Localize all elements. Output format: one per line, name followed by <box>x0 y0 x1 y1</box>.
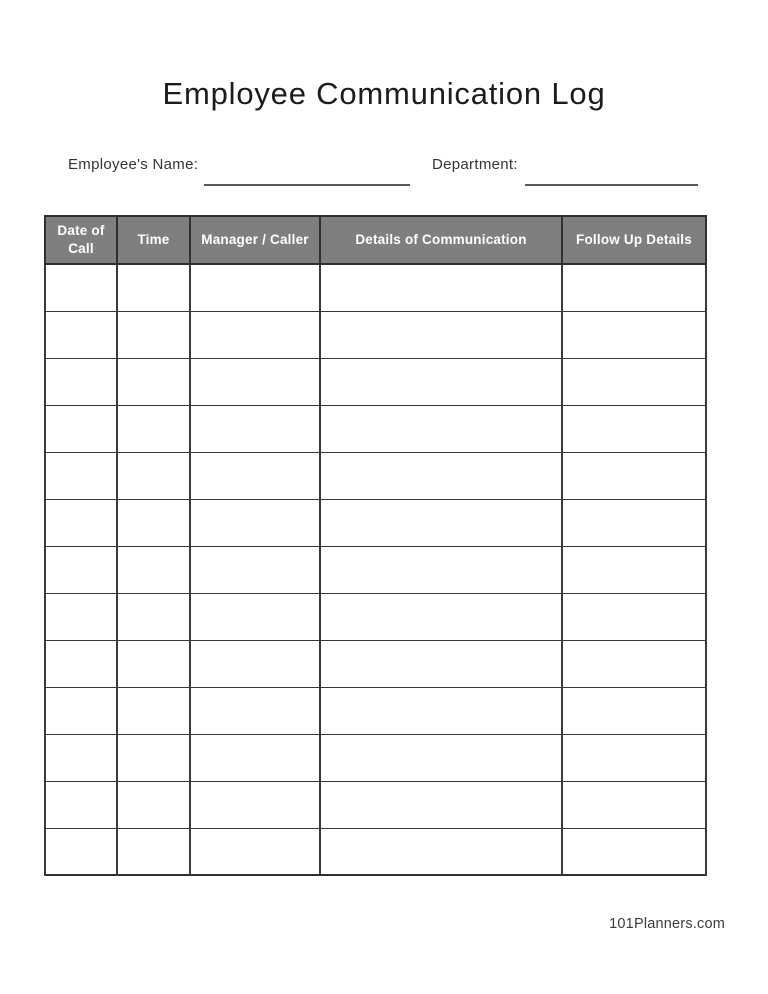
table-cell[interactable] <box>45 687 117 734</box>
table-cell[interactable] <box>190 781 320 828</box>
table-cell[interactable] <box>190 358 320 405</box>
table-cell[interactable] <box>45 828 117 875</box>
table-cell[interactable] <box>320 311 562 358</box>
table-cell[interactable] <box>562 452 706 499</box>
table-cell[interactable] <box>117 546 190 593</box>
table-cell[interactable] <box>45 734 117 781</box>
table-cell[interactable] <box>117 781 190 828</box>
table-cell[interactable] <box>117 593 190 640</box>
table-cell[interactable] <box>562 640 706 687</box>
table-cell[interactable] <box>190 546 320 593</box>
table-cell[interactable] <box>320 264 562 311</box>
table-cell[interactable] <box>190 499 320 546</box>
table-cell[interactable] <box>190 640 320 687</box>
column-header-manager-caller: Manager / Caller <box>190 216 320 264</box>
table-cell[interactable] <box>190 593 320 640</box>
column-header-details-of-communication: Details of Communication <box>320 216 562 264</box>
employee-name-field[interactable] <box>204 166 410 186</box>
table-cell[interactable] <box>117 264 190 311</box>
table-row <box>45 499 706 546</box>
table-cell[interactable] <box>320 734 562 781</box>
table-row <box>45 593 706 640</box>
table-cell[interactable] <box>45 405 117 452</box>
table-row <box>45 405 706 452</box>
table-cell[interactable] <box>117 499 190 546</box>
table-row <box>45 546 706 593</box>
table-cell[interactable] <box>117 311 190 358</box>
table-row <box>45 781 706 828</box>
table-cell[interactable] <box>190 687 320 734</box>
table-cell[interactable] <box>562 311 706 358</box>
table-row <box>45 452 706 499</box>
table-cell[interactable] <box>320 499 562 546</box>
table-cell[interactable] <box>190 264 320 311</box>
table-cell[interactable] <box>562 405 706 452</box>
table-cell[interactable] <box>562 264 706 311</box>
table-cell[interactable] <box>562 546 706 593</box>
table-cell[interactable] <box>320 358 562 405</box>
column-header-follow-up-details: Follow Up Details <box>562 216 706 264</box>
table-cell[interactable] <box>190 452 320 499</box>
table-cell[interactable] <box>117 405 190 452</box>
table-row <box>45 640 706 687</box>
table-cell[interactable] <box>320 640 562 687</box>
table-cell[interactable] <box>45 593 117 640</box>
table-row <box>45 311 706 358</box>
table-cell[interactable] <box>45 640 117 687</box>
table-cell[interactable] <box>117 734 190 781</box>
table-cell[interactable] <box>117 452 190 499</box>
department-field[interactable] <box>525 166 698 186</box>
table-cell[interactable] <box>45 452 117 499</box>
column-header-time: Time <box>117 216 190 264</box>
table-cell[interactable] <box>190 311 320 358</box>
table-cell[interactable] <box>562 828 706 875</box>
table-cell[interactable] <box>320 828 562 875</box>
table-cell[interactable] <box>320 546 562 593</box>
table-row <box>45 264 706 311</box>
communication-log-table <box>44 215 707 876</box>
table-cell[interactable] <box>562 358 706 405</box>
table-cell[interactable] <box>190 405 320 452</box>
table-cell[interactable] <box>320 687 562 734</box>
table-cell[interactable] <box>45 311 117 358</box>
table-cell[interactable] <box>562 781 706 828</box>
table-cell[interactable] <box>562 687 706 734</box>
table-cell[interactable] <box>190 828 320 875</box>
table-header-row <box>45 216 706 264</box>
table-cell[interactable] <box>320 781 562 828</box>
table-cell[interactable] <box>320 593 562 640</box>
table-cell[interactable] <box>45 546 117 593</box>
table-row <box>45 687 706 734</box>
employee-name-label: Employee's Name: <box>68 156 199 173</box>
table-row <box>45 358 706 405</box>
table-cell[interactable] <box>117 828 190 875</box>
table-cell[interactable] <box>562 499 706 546</box>
department-label: Department: <box>432 156 518 173</box>
table-cell[interactable] <box>320 405 562 452</box>
table-cell[interactable] <box>190 734 320 781</box>
table-cell[interactable] <box>117 687 190 734</box>
table-cell[interactable] <box>117 358 190 405</box>
table-cell[interactable] <box>562 593 706 640</box>
table-cell[interactable] <box>45 358 117 405</box>
table-cell[interactable] <box>117 640 190 687</box>
table-cell[interactable] <box>45 264 117 311</box>
table-cell[interactable] <box>562 734 706 781</box>
table-cell[interactable] <box>45 499 117 546</box>
table-row <box>45 828 706 875</box>
table-cell[interactable] <box>320 452 562 499</box>
page-title: Employee Communication Log <box>162 76 606 111</box>
table-cell[interactable] <box>45 781 117 828</box>
table-row <box>45 734 706 781</box>
footer-brand: 101Planners.com <box>609 916 725 932</box>
column-header-date-of-call: Date of Call <box>45 216 117 264</box>
